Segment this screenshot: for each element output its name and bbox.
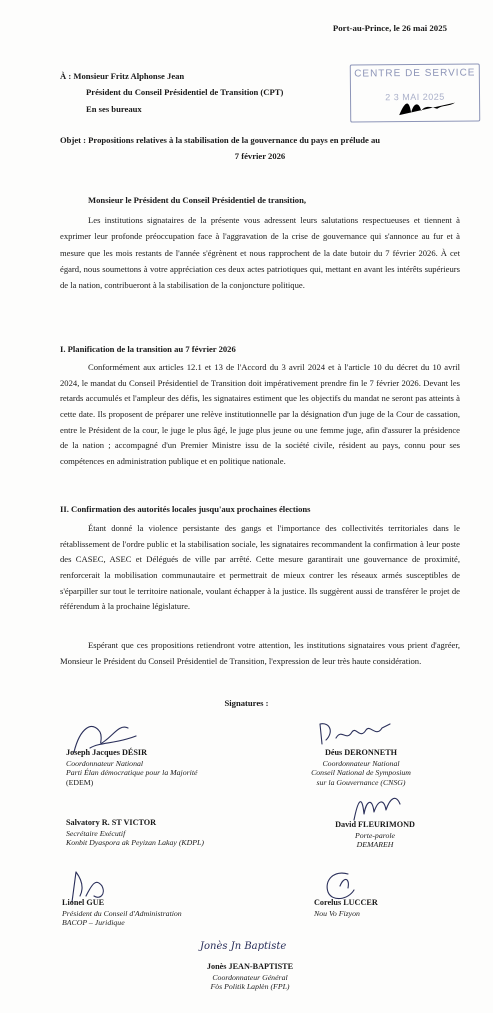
signatory-org-2: sur la Gouvernance (CNSG) <box>316 778 406 788</box>
intro-paragraph: Les institutions signataires de la présente vous adressent leurs salutations respectueuses et tiennent à exprimer leur profonde préoccupation face à l'aggravation de la crise de gouvernance qui s'annonce au fur et à mesure que les mois restants de l'année s'égrènent et nous rapprochent de la date butoir du 7 février 2026. À cet égard, nous soumettons à votre appréciation ces deux actes patriotiques qui, mettant en avant les intérêts supérieurs de la nation, contribueront à la stabilisation de la conjoncture politique. <box>60 215 460 291</box>
subject-line <box>60 134 460 162</box>
signatory-5 <box>62 898 262 928</box>
signatory-org: BACOP – Juridique <box>62 918 125 928</box>
signatory-org: DEMAREH <box>356 840 394 850</box>
signatory-role: Coordonnateur Général <box>212 972 288 982</box>
recipient-name: À : Monsieur Fritz Alphonse Jean <box>60 71 185 81</box>
signatory-name: Lionel GUE <box>62 898 105 907</box>
signatory-name: Joseph Jacques DÉSIR <box>66 748 147 757</box>
signatory-role: Nou Vo Fizyon <box>314 908 360 918</box>
recipient-block <box>60 68 283 117</box>
signatory-4 <box>300 820 450 850</box>
section-1-heading: I. Planification de la transition au 7 février 2026 <box>60 344 236 354</box>
signatory-name: Jonès JEAN-BAPTISTE <box>206 962 294 971</box>
subject-continuation: 7 février 2026 <box>234 151 286 162</box>
signatory-3 <box>66 818 286 848</box>
signatory-name: Corelus LUCCER <box>314 898 378 907</box>
signatory-name: David FLEURIMOND <box>335 820 415 829</box>
section-2-heading: II. Confirmation des autorités locales jusqu'aux prochaines élections <box>60 504 311 514</box>
section-2-paragraph: Étant donné la violence persistante des gangs et l'importance des collectivités territoriales dans le rétablissement de l'ordre public et la stabilisation sociale, les signataires recommandent la confirmation à leur poste des CASEC, ASEC et Délégués de ville par arrêté. Cette mesure garantirait une gouvernance de proximité, renforcerait la mobilisation communautaire et permettrait de mieux contrer les réseaux armés susceptibles de s'éparpiller sur tout le territoire nationale, voulant échapper à la justice. Ils suggèrent aussi de transférer le projet de référendum à la prochaine législature. <box>60 523 460 612</box>
signature-deronneth-scribble <box>316 718 396 752</box>
signatory-role: Secrétaire Exécutif <box>66 828 126 838</box>
section-1-paragraph: Conformément aux articles 12.1 et 13 de l'Accord du 3 avril 2024 et à l'article 10 du décret du 10 avril 2024, le mandat du Conseil Présidentiel de Transition doit impérativement prendre fin le 7 février 2026. Devant les retards accumulés et l'ampleur des défis, les signataires estiment que les objectifs du mandat ne seront pas atteints à cette date. Ils proposent de préparer une relève institutionnelle par la désignation d'un juge de la Cour de cassation, entre le Président de la cour, le juge le plus âgé, le juge plus jeune ou une femme juge, afin d'assurer la présidence de la nation ; accompagné d'un Premier Ministre issu de la société civile, résident au pays, connu pour ses compétences en administration publique et en politique nationale. <box>60 362 460 466</box>
recipient-title: Président du Conseil Présidentiel de Transition (CPT) <box>86 87 284 98</box>
signatory-6 <box>314 898 434 918</box>
signatory-role: Président du Conseil d'Administration <box>62 908 182 918</box>
date-line: Port-au-Prince, le 26 mai 2025 <box>332 23 447 33</box>
signatory-2 <box>286 748 436 788</box>
recipient-location: En ses bureaux <box>86 103 142 114</box>
handwritten-signature-jones: Jonès Jn Baptiste <box>200 941 287 952</box>
stamp-title: CENTRE DE SERVICE <box>354 67 476 80</box>
closing-paragraph: Espérant que ces propositions retiendront votre attention, les institutions signataires vous prient d'agréer, Monsieur le Président du Conseil Présidentiel de Transition, l'expression de leur très haute considération. <box>60 640 460 666</box>
signatures-heading: Signatures : <box>224 698 269 708</box>
signatory-org-acronym: (EDEM) <box>66 778 94 788</box>
signatory-1 <box>66 748 266 788</box>
signatory-name: Déus DERONNETH <box>324 748 398 757</box>
received-stamp <box>350 63 481 122</box>
signatory-7 <box>160 962 340 992</box>
signatory-name: Salvatory R. ST VICTOR <box>66 818 157 827</box>
signatory-role: Porte-parole <box>355 830 395 840</box>
signatory-org: Conseil National de Symposium <box>311 768 411 778</box>
signatory-org: Parti Élan démocratique pour la Majorité <box>66 768 198 778</box>
signatory-role: Coordonnateur National <box>66 758 144 768</box>
signatory-role: Coordonnateur National <box>322 758 400 768</box>
stamp-date: 2 3 MAI 2025 <box>385 91 445 103</box>
stamp-initials-scribble <box>397 97 457 122</box>
signatory-org: Konbit Dyaspora ak Peyizan Lakay (KDPL) <box>66 838 204 848</box>
salutation: Monsieur le Président du Conseil Présidentiel de transition, <box>88 195 307 205</box>
subject-text: Objet : Propositions relatives à la stabilisation de la gouvernance du pays en prélude au <box>60 135 381 145</box>
signatory-org: Fòs Politik Laplèn (FPL) <box>210 982 290 992</box>
